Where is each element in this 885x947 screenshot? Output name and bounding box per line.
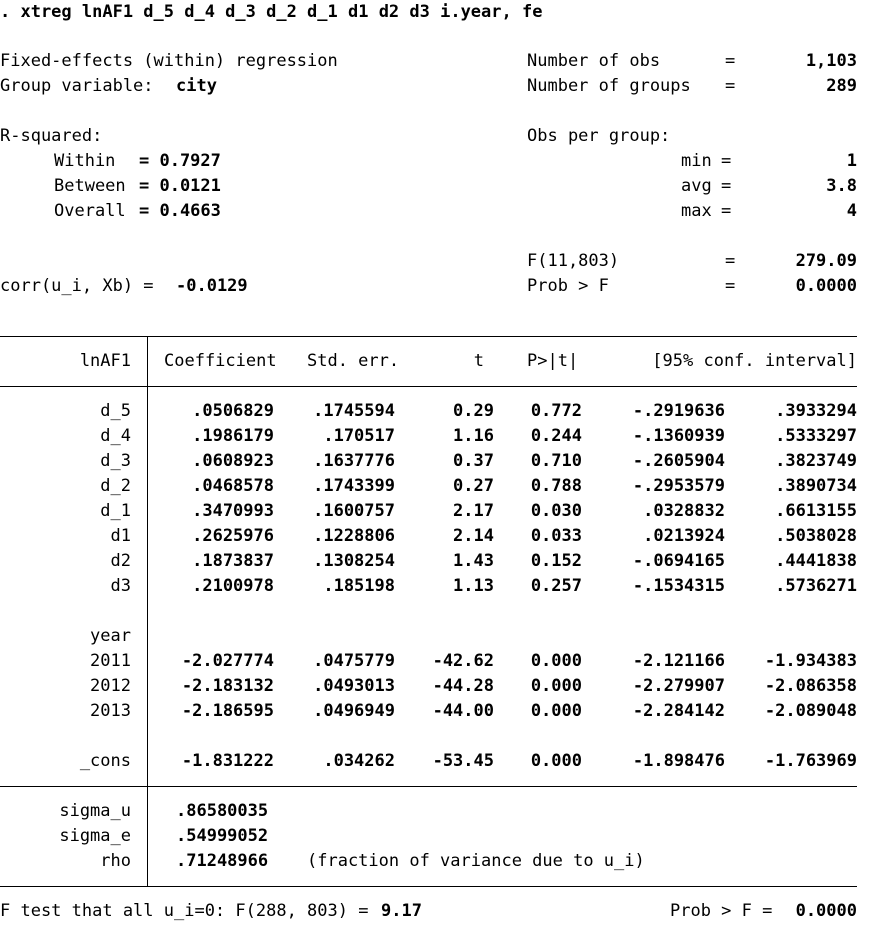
row-t: 0.37 xyxy=(453,451,494,471)
row-se: .034262 xyxy=(323,751,395,771)
row-name: 2011 xyxy=(90,651,131,671)
overall-value: = 0.4663 xyxy=(139,201,221,221)
within-value: = 0.7927 xyxy=(139,151,221,171)
row-name: d_1 xyxy=(100,501,131,521)
f-test-prob-value: 0.0000 xyxy=(795,901,857,921)
sigma-e-value: .54999052 xyxy=(176,826,269,846)
sigma-u-value: .86580035 xyxy=(176,801,269,821)
row-se: .1228806 xyxy=(313,526,395,546)
row-ci-low: -.2953579 xyxy=(632,476,725,496)
row-ci-low: -2.121166 xyxy=(632,651,725,671)
row-p: 0.000 xyxy=(530,751,582,771)
f-test-prob-label: Prob > F = xyxy=(670,901,773,921)
f-stat-value: 279.09 xyxy=(795,251,857,271)
f-test-label: F test that all u_i=0: F(288, 803) = xyxy=(0,901,369,921)
row-t: -53.45 xyxy=(432,751,494,771)
row-name: 2013 xyxy=(90,701,131,721)
prob-f-value: 0.0000 xyxy=(795,276,857,296)
max-label: max xyxy=(681,201,712,221)
row-ci-high: .3823749 xyxy=(775,451,857,471)
row-t: 0.27 xyxy=(453,476,494,496)
row-se: .1308254 xyxy=(313,551,395,571)
within-label: Within xyxy=(54,151,116,171)
row-se: .0493013 xyxy=(313,676,395,696)
prob-f-label: Prob > F xyxy=(527,276,609,296)
row-coef: -2.183132 xyxy=(181,676,274,696)
corr-value: -0.0129 xyxy=(176,276,248,296)
row-se: .170517 xyxy=(323,426,395,446)
row-ci-low: .0213924 xyxy=(643,526,725,546)
avg-label: avg xyxy=(681,176,712,196)
row-se: .1743399 xyxy=(313,476,395,496)
depvar-header: lnAF1 xyxy=(79,351,131,371)
row-ci-high: .4441838 xyxy=(775,551,857,571)
se-header: Std. err. xyxy=(307,351,400,371)
f-stat-label: F(11,803) xyxy=(527,251,620,271)
row-se: .0496949 xyxy=(313,701,395,721)
nobs-label: Number of obs xyxy=(527,51,661,71)
row-t: 2.14 xyxy=(453,526,494,546)
max-eq: = xyxy=(721,201,732,221)
nobs-eq: = xyxy=(725,51,736,71)
row-name: d_2 xyxy=(100,476,131,496)
row-p: 0.257 xyxy=(530,576,582,596)
row-ci-high: .5038028 xyxy=(775,526,857,546)
row-coef: -2.186595 xyxy=(181,701,274,721)
corr-label: corr(u_i, Xb) = xyxy=(0,276,154,296)
row-ci-high: -2.086358 xyxy=(764,676,857,696)
rho-label: rho xyxy=(100,851,131,871)
row-p: 0.788 xyxy=(530,476,582,496)
row-se: .185198 xyxy=(323,576,395,596)
row-t: -44.28 xyxy=(432,676,494,696)
row-name: d3 xyxy=(110,576,131,596)
row-name: d_3 xyxy=(100,451,131,471)
row-t: 2.17 xyxy=(453,501,494,521)
row-coef: .1986179 xyxy=(192,426,274,446)
min-label: min xyxy=(681,151,712,171)
row-ci-high: -1.934383 xyxy=(764,651,857,671)
prob-f-eq: = xyxy=(725,276,736,296)
row-ci-high: .5736271 xyxy=(775,576,857,596)
row-ci-low: .0328832 xyxy=(643,501,725,521)
row-p: 0.000 xyxy=(530,701,582,721)
regression-title: Fixed-effects (within) regression xyxy=(0,51,338,71)
ci-header: [95% conf. interval] xyxy=(652,351,857,371)
row-ci-low: -2.279907 xyxy=(632,676,725,696)
table-mid-rule xyxy=(0,786,857,787)
row-name: d_5 xyxy=(100,401,131,421)
row-p: 0.000 xyxy=(530,651,582,671)
row-se: .1637776 xyxy=(313,451,395,471)
avg-eq: = xyxy=(721,176,732,196)
row-name: d1 xyxy=(110,526,131,546)
row-p: 0.030 xyxy=(530,501,582,521)
row-se: .1745594 xyxy=(313,401,395,421)
row-se: .0475779 xyxy=(313,651,395,671)
group-variable-label: Group variable: xyxy=(0,76,154,96)
rho-note: (fraction of variance due to u_i) xyxy=(307,851,645,871)
row-p: 0.772 xyxy=(530,401,582,421)
row-coef: .3470993 xyxy=(192,501,274,521)
row-ci-low: -.1360939 xyxy=(632,426,725,446)
rho-value: .71248966 xyxy=(176,851,269,871)
coef-header: Coefficient xyxy=(164,351,277,371)
row-name: 2012 xyxy=(90,676,131,696)
row-p: 0.244 xyxy=(530,426,582,446)
max-value: 4 xyxy=(846,201,857,221)
row-se: .1600757 xyxy=(313,501,395,521)
row-ci-high: .6613155 xyxy=(775,501,857,521)
row-ci-low: -.1534315 xyxy=(632,576,725,596)
row-t: -42.62 xyxy=(432,651,494,671)
between-value: = 0.0121 xyxy=(139,176,221,196)
sigma-u-label: sigma_u xyxy=(59,801,131,821)
row-coef: .2625976 xyxy=(192,526,274,546)
command-line: . xtreg lnAF1 d_5 d_4 d_3 d_2 d_1 d1 d2 d3 i.year, fe xyxy=(0,2,543,22)
row-t: 0.29 xyxy=(453,401,494,421)
row-p: 0.000 xyxy=(530,676,582,696)
min-eq: = xyxy=(721,151,732,171)
row-coef: .1873837 xyxy=(192,551,274,571)
row-coef: .0468578 xyxy=(192,476,274,496)
overall-label: Overall xyxy=(54,201,126,221)
row-name: d2 xyxy=(110,551,131,571)
row-ci-low: -2.284142 xyxy=(632,701,725,721)
row-t: 1.16 xyxy=(453,426,494,446)
row-ci-low: -1.898476 xyxy=(632,751,725,771)
sigma-e-label: sigma_e xyxy=(59,826,131,846)
table-bottom-rule xyxy=(0,886,857,887)
row-t: 1.43 xyxy=(453,551,494,571)
row-name: _cons xyxy=(79,751,131,771)
year-label: year xyxy=(90,626,131,646)
row-coef: .0506829 xyxy=(192,401,274,421)
row-p: 0.710 xyxy=(530,451,582,471)
between-label: Between xyxy=(54,176,126,196)
row-ci-low: -.2919636 xyxy=(632,401,725,421)
p-header: P>|t| xyxy=(527,351,579,371)
ngroups-eq: = xyxy=(725,76,736,96)
avg-value: 3.8 xyxy=(826,176,857,196)
row-coef: -2.027774 xyxy=(181,651,274,671)
nobs-value: 1,103 xyxy=(805,51,857,71)
row-ci-low: -.0694165 xyxy=(632,551,725,571)
min-value: 1 xyxy=(846,151,857,171)
ngroups-label: Number of groups xyxy=(527,76,691,96)
f-stat-eq: = xyxy=(725,251,736,271)
r-squared-label: R-squared: xyxy=(0,126,103,146)
row-t: -44.00 xyxy=(432,701,494,721)
row-p: 0.033 xyxy=(530,526,582,546)
row-name: d_4 xyxy=(100,426,131,446)
row-p: 0.152 xyxy=(530,551,582,571)
group-variable-value: city xyxy=(176,76,217,96)
row-ci-high: -1.763969 xyxy=(764,751,857,771)
row-ci-low: -.2605904 xyxy=(632,451,725,471)
f-test-value: 9.17 xyxy=(381,901,422,921)
t-header: t xyxy=(473,351,484,371)
row-coef: .0608923 xyxy=(192,451,274,471)
table-top-rule xyxy=(0,336,857,337)
row-ci-high: .5333297 xyxy=(775,426,857,446)
row-coef: -1.831222 xyxy=(181,751,274,771)
obs-per-group-label: Obs per group: xyxy=(527,126,671,146)
row-coef: .2100978 xyxy=(192,576,274,596)
row-ci-high: -2.089048 xyxy=(764,701,857,721)
ngroups-value: 289 xyxy=(826,76,857,96)
table-header-rule xyxy=(0,386,857,387)
row-ci-high: .3890734 xyxy=(775,476,857,496)
row-t: 1.13 xyxy=(453,576,494,596)
row-ci-high: .3933294 xyxy=(775,401,857,421)
